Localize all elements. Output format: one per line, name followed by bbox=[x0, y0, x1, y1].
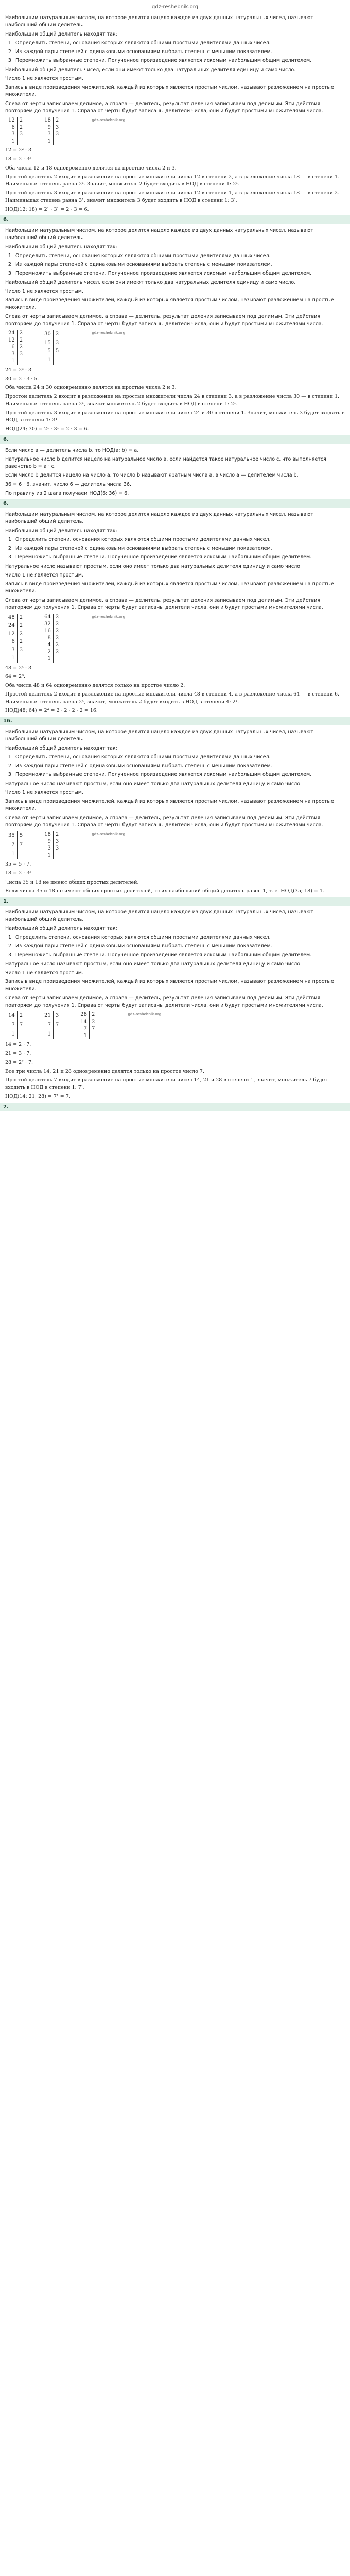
factorization-step bbox=[42, 117, 61, 124]
factorization-step bbox=[42, 655, 61, 663]
divisor-cell: 2 bbox=[19, 639, 23, 645]
result-line: Простой делитель 3 входит в разложение на простые множители числа 12 в степени 1, а в разложение числа 18 — в степени 2. Наименьшая степень равна 3¹, значит множитель 3 будет входить в НОД в степени 1: 3¹. bbox=[5, 190, 340, 204]
factorization-step bbox=[6, 351, 25, 358]
factorization-step bbox=[42, 614, 61, 621]
dividend-cell: 7 bbox=[6, 840, 17, 850]
dividend-cell: 7 bbox=[6, 1021, 17, 1030]
factorization-step bbox=[78, 1011, 97, 1019]
divisor-cell: 3 bbox=[19, 647, 23, 653]
divisor-cell: 2 bbox=[55, 621, 59, 627]
dividend-cell: 18 bbox=[42, 831, 53, 838]
divisor-cell: 2 bbox=[91, 1019, 95, 1025]
site-header: gdz-reshebnik.org bbox=[151, 4, 199, 10]
factorization-step bbox=[42, 1021, 61, 1030]
dividend-cell: 3 bbox=[6, 351, 17, 358]
factorization-table bbox=[6, 117, 25, 145]
divisor-cell bbox=[53, 1030, 61, 1039]
factorization-row bbox=[6, 330, 345, 365]
factorization-step bbox=[42, 621, 61, 628]
divisor-cell: 3 bbox=[55, 340, 59, 346]
dividend-cell: 1 bbox=[42, 138, 53, 145]
factorization-step bbox=[42, 635, 61, 642]
explanation-paragraph: Слева от черты записываем делимое, а справа — делитель, результат деления записываем под делимым. Эти действия повторяем до получения 1. Справа от черты будут записаны делители числа, они и будут простыми множителями числа. bbox=[5, 100, 323, 114]
factorization-table bbox=[6, 330, 25, 365]
explanation-paragraph: Число 1 не является простым. bbox=[5, 288, 83, 294]
result-line: Оба числа 48 и 64 одновременно делятся только на простое число 2. bbox=[5, 683, 185, 688]
answer-bar: 7. bbox=[0, 1103, 350, 1111]
answer-bar: 6. bbox=[0, 215, 350, 224]
dividend-cell: 1 bbox=[42, 356, 53, 365]
rule-item: 2. Из каждой пары степеней с одинаковыми основаниями выбрать степень с меньшим показателем. bbox=[14, 48, 345, 56]
explanation-paragraph: Запись в виде произведения множителей, каждый из которых является простым числом, называют разложением на простые множители. bbox=[5, 979, 334, 992]
solutions bbox=[5, 14, 345, 1111]
factorization-step bbox=[42, 138, 61, 145]
page bbox=[0, 0, 350, 1118]
intro-paragraph: Наибольшим натуральным числом, на которое делится нацело каждое из двух данных натуральных чисел, называют наибольший общий делитель. bbox=[5, 15, 313, 28]
explanation-paragraph: Натуральное число называют простым, если оно имеет только два натуральных делителя единицу и само число. bbox=[5, 563, 302, 569]
factorization-table bbox=[42, 117, 61, 145]
factorization-step bbox=[6, 1021, 25, 1030]
factorization-step bbox=[6, 831, 25, 840]
divisor-cell: 2 bbox=[19, 344, 23, 350]
dividend-cell: 1 bbox=[42, 655, 53, 663]
factorization-step bbox=[6, 630, 25, 638]
dividend-cell: 6 bbox=[6, 124, 17, 131]
factorization-step bbox=[42, 347, 61, 356]
divisor-cell: 2 bbox=[55, 117, 59, 123]
factorization-table bbox=[42, 1011, 61, 1039]
divisor-cell: 3 bbox=[19, 351, 23, 357]
intro-paragraph: 36 = 6 · 6, значит, число 6 — делитель числа 36. bbox=[5, 481, 131, 487]
solution-section bbox=[5, 728, 345, 906]
explanation-paragraph: Натуральное число называют простым, если оно имеет только два натуральных делителя единицу и само число. bbox=[5, 781, 302, 787]
divisor-cell bbox=[17, 850, 25, 859]
solution-section bbox=[5, 447, 345, 509]
rule-list bbox=[5, 536, 345, 562]
explanation-paragraph: Запись в виде произведения множителей, каждый из которых является простым числом, называют разложением на простые множители. bbox=[5, 297, 334, 311]
dividend-cell: 4 bbox=[42, 641, 53, 649]
dividend-cell: 9 bbox=[42, 124, 53, 131]
dividend-cell: 1 bbox=[6, 358, 17, 365]
factorization-step bbox=[42, 831, 61, 838]
rule-item: 3. Перемножить выбранные степени. Полученное произведение является искомым наибольшим общим делителем. bbox=[14, 952, 345, 959]
factorization-table bbox=[6, 614, 25, 663]
result-line: Простой делитель 7 входит в разложение на простые множители чисел 14, 21 и 28 в степени 1, значит, множитель 7 будет входить в НОД в степени 1: 7¹. bbox=[5, 1077, 328, 1091]
dividend-cell: 16 bbox=[42, 628, 53, 635]
explanation-paragraph: Натуральное число называют простым, если оно имеет только два натуральных делителя единицу и само число. bbox=[5, 961, 302, 967]
dividend-cell: 1 bbox=[6, 654, 17, 663]
divisor-cell: 7 bbox=[55, 1022, 59, 1028]
dividend-cell: 3 bbox=[6, 646, 17, 654]
rule-item: 3. Перемножить выбранные степени. Полученное произведение является искомым наибольшим общим делителем. bbox=[14, 57, 345, 64]
result-line: 48 = 2⁴ · 3. bbox=[5, 665, 33, 671]
explanation-paragraph: Слева от черты записываем делимое, а справа — делитель, результат деления записываем под делимым. Эти действия повторяем до получения 1. Справа от черты будут записаны делители числа, они и будут простыми множителями числа. bbox=[5, 313, 323, 327]
result-line: Оба числа 12 и 18 одновременно делятся на простые числа 2 и 3. bbox=[5, 165, 177, 171]
dividend-cell: 12 bbox=[6, 337, 17, 344]
intro-paragraph: Если число a — делитель числа b, то НОД(a; b) = a. bbox=[5, 447, 139, 453]
factorization-step bbox=[6, 654, 25, 663]
intro-paragraph: Наибольший общий делитель находят так: bbox=[5, 528, 117, 534]
divisor-cell: 7 bbox=[91, 1026, 95, 1031]
result-line: Простой делитель 2 входит в разложение на простые множители числа 48 в степени 4, а в разложение числа 64 — в степени 6. Наименьшая степень равна 2⁴, значит, множитель 2 будет входить в НОД в степени 4: 2⁴. bbox=[5, 691, 340, 705]
factorization-step bbox=[42, 852, 61, 859]
divisor-cell: 2 bbox=[55, 649, 59, 655]
result-line: НОД(24; 30) = 2¹ · 3¹ = 2 · 3 = 6. bbox=[5, 426, 89, 432]
dividend-cell: 21 bbox=[42, 1011, 53, 1021]
dividend-cell: 14 bbox=[6, 1011, 17, 1021]
factorization-step bbox=[6, 131, 25, 138]
rule-item: 3. Перемножить выбранные степени. Полученное произведение является искомым наибольшим общим делителем. bbox=[14, 554, 345, 561]
divisor-cell: 5 bbox=[19, 833, 23, 839]
intro-paragraph: Наибольшим натуральным числом, на которое делится нацело каждое из двух данных натуральных чисел, называют наибольший общий делитель. bbox=[5, 909, 313, 923]
solution-section bbox=[5, 511, 345, 725]
answer-bar: 16. bbox=[0, 717, 350, 725]
explanation-paragraph: Запись в виде произведения множителей, каждый из которых является простым числом, называют разложением на простые множители. bbox=[5, 581, 334, 595]
factorization-step bbox=[42, 641, 61, 649]
result-line: Простой делитель 2 входит в разложение на простые множители числа 24 в степени 3, а в разложение числа 30 — в степени 1. Наименьшая степень равна 2¹, значит множитель 2 будет входить в НОД в степени 1: 2¹. bbox=[5, 394, 340, 407]
result-line: 21 = 3 · 7. bbox=[5, 1050, 31, 1057]
watermark-text: gdz-reshebnik.org bbox=[92, 614, 126, 619]
rule-item: 1. Определить степени, основания которых являются общими простыми делителями данных чисел. bbox=[14, 536, 345, 544]
dividend-cell: 7 bbox=[78, 1025, 89, 1032]
divisor-cell bbox=[17, 654, 25, 663]
rule-item: 2. Из каждой пары степеней с одинаковыми основаниями выбрать степень с меньшим показателем. bbox=[14, 762, 345, 770]
rule-list bbox=[5, 754, 345, 779]
explanation-paragraph: Слева от черты записываем делимое, а справа — делитель, результат деления записываем под делимым. Эти действия повторяем до получения 1. Справа от черты будут записаны делители числа, они и будут простыми множителями числа. bbox=[5, 597, 323, 611]
factorization-step bbox=[42, 338, 61, 347]
result-line: Простой делитель 2 входит в разложение на простые множители числа 12 в степени 2, а в разложение числа 18 — в степени 1. Наименьшая степень равна 2¹. Значит, множитель 2 будет входить в НОД в степени 1: 2¹. bbox=[5, 174, 340, 187]
solution-section bbox=[5, 909, 345, 1111]
explanation-paragraph: Наибольший общий делитель чисел, если они имеют только два натуральных делителя единицу и само число. bbox=[5, 66, 296, 73]
factorization-step bbox=[6, 1011, 25, 1021]
divisor-cell: 2 bbox=[19, 1013, 23, 1019]
dividend-cell: 15 bbox=[42, 338, 53, 347]
solution-section bbox=[5, 14, 345, 224]
factorization-row bbox=[6, 117, 345, 145]
factorization-step bbox=[42, 628, 61, 635]
result-line: 24 = 2³ · 3. bbox=[5, 367, 33, 373]
answer-bar: 6. bbox=[0, 435, 350, 444]
divisor-cell: 2 bbox=[91, 1012, 95, 1018]
dividend-cell: 1 bbox=[6, 1030, 17, 1039]
dividend-cell: 1 bbox=[42, 852, 53, 859]
intro-paragraph: Наибольшим натуральным числом, на которое делится нацело каждое из двух данных натуральных чисел, называют наибольший общий делитель. bbox=[5, 228, 313, 241]
intro-paragraph: Наибольший общий делитель находят так: bbox=[5, 745, 117, 751]
dividend-cell: 1 bbox=[6, 850, 17, 859]
divisor-cell: 3 bbox=[55, 1013, 59, 1019]
rule-item: 1. Определить степени, основания которых являются общими простыми делителями данных чисел. bbox=[14, 252, 345, 260]
explanation-paragraph: Число 1 не является простым. bbox=[5, 789, 83, 795]
factorization-table bbox=[42, 831, 61, 859]
result-line: Простой делитель 3 входит в разложение на простые множители чисел 24 и 30 в степени 1. Значит, множитель 3 будет входить в НОД в степени 1: 3¹. bbox=[5, 410, 345, 423]
dividend-cell: 9 bbox=[42, 838, 53, 845]
rule-list bbox=[5, 40, 345, 65]
factorization-step bbox=[6, 358, 25, 365]
divisor-cell: 2 bbox=[19, 337, 23, 343]
dividend-cell: 28 bbox=[78, 1011, 89, 1019]
divisor-cell: 2 bbox=[55, 642, 59, 648]
dividend-cell: 5 bbox=[42, 347, 53, 356]
intro-paragraph: Наибольший общий делитель находят так: bbox=[5, 244, 117, 250]
factorization-row bbox=[6, 831, 345, 859]
divisor-cell: 2 bbox=[19, 631, 23, 637]
watermark-text: gdz-reshebnik.org bbox=[92, 330, 126, 335]
factorization-step bbox=[42, 131, 61, 138]
factorization-step bbox=[42, 330, 61, 338]
result-line: 14 = 2 · 7. bbox=[5, 1042, 31, 1047]
factorization-step bbox=[6, 646, 25, 654]
divisor-cell: 3 bbox=[55, 838, 59, 844]
divisor-cell: 2 bbox=[19, 330, 23, 336]
rule-list bbox=[5, 934, 345, 959]
divisor-cell bbox=[17, 358, 25, 365]
result-line: Все три числа 14, 21 и 28 одновременно делятся только на простое число 7. bbox=[5, 1068, 204, 1074]
factorization-step bbox=[6, 614, 25, 622]
divisor-cell: 3 bbox=[19, 131, 23, 137]
factorization-step bbox=[6, 138, 25, 145]
factorization-row bbox=[6, 1011, 345, 1039]
rule-list bbox=[5, 252, 345, 278]
factorization-table bbox=[6, 1011, 25, 1039]
factorization-step bbox=[6, 330, 25, 337]
factorization-step bbox=[42, 838, 61, 845]
factorization-table bbox=[6, 831, 25, 859]
dividend-cell: 12 bbox=[6, 630, 17, 638]
result-line: 28 = 2² · 7. bbox=[5, 1059, 33, 1065]
result-line: Если числа 35 и 18 не имеют общих простых делителей, то их наибольший общий делитель равен 1, т. е. НОД(35; 18) = 1. bbox=[5, 888, 324, 894]
factorization-step bbox=[6, 638, 25, 646]
result-line: 64 = 2⁶. bbox=[5, 673, 25, 680]
watermark-text: gdz-reshebnik.org bbox=[128, 1012, 162, 1016]
result-line: 18 = 2 · 3². bbox=[5, 156, 33, 162]
factorization-step bbox=[42, 649, 61, 656]
rule-item: 3. Перемножить выбранные степени. Полученное произведение является искомым наибольшим общим делителем. bbox=[14, 771, 345, 778]
divisor-cell bbox=[53, 852, 61, 859]
dividend-cell: 1 bbox=[78, 1032, 89, 1040]
intro-paragraph: Наибольшим натуральным числом, на которое делится нацело каждое из двух данных натуральных чисел, называют наибольший общий делитель. bbox=[5, 729, 313, 742]
factorization-step bbox=[6, 337, 25, 344]
result-line: 18 = 2 · 3². bbox=[5, 870, 33, 876]
dividend-cell: 32 bbox=[42, 621, 53, 628]
divisor-cell: 3 bbox=[55, 124, 59, 130]
factorization-table bbox=[42, 330, 61, 365]
dividend-cell: 30 bbox=[42, 330, 53, 338]
dividend-cell: 1 bbox=[6, 138, 17, 145]
dividend-cell: 64 bbox=[42, 614, 53, 621]
result-line: 35 = 5 · 7. bbox=[5, 861, 31, 867]
rule-item: 1. Определить степени, основания которых являются общими простыми делителями данных чисел. bbox=[14, 934, 345, 941]
factorization-step bbox=[6, 622, 25, 630]
explanation-paragraph: Число 1 не является простым. bbox=[5, 572, 83, 578]
dividend-cell: 3 bbox=[6, 131, 17, 138]
divisor-cell: 7 bbox=[19, 1022, 23, 1028]
factorization-step bbox=[78, 1019, 97, 1026]
intro-paragraph: Наибольший общий делитель находят так: bbox=[5, 31, 117, 37]
dividend-cell: 35 bbox=[6, 831, 17, 840]
factorization-step bbox=[42, 124, 61, 131]
divisor-cell: 2 bbox=[19, 615, 23, 621]
explanation-paragraph: Запись в виде произведения множителей, каждый из которых является простым числом, называют разложением на простые множители. bbox=[5, 799, 334, 812]
explanation-paragraph: Слева от черты записываем делимое, а справа — делитель, результат деления записываем под делимым. Эти действия повторяем до получения 1. Справа от черты будут записаны делители числа, они и будут простыми множителями числа. bbox=[5, 815, 323, 828]
divisor-cell: 2 bbox=[55, 635, 59, 641]
rule-item: 2. Из каждой пары степеней с одинаковыми основаниями выбрать степень с меньшим показателем. bbox=[14, 261, 345, 268]
divisor-cell: 3 bbox=[55, 845, 59, 851]
factorization-step bbox=[78, 1032, 97, 1040]
factorization-step bbox=[42, 356, 61, 365]
divisor-cell: 2 bbox=[19, 117, 23, 123]
answer-bar: 6. bbox=[0, 499, 350, 508]
factorization-step bbox=[6, 124, 25, 131]
rule-item: 1. Определить степени, основания которых являются общими простыми делителями данных чисел. bbox=[14, 754, 345, 761]
result-line: НОД(12; 18) = 2¹ · 3¹ = 2 · 3 = 6. bbox=[5, 206, 89, 212]
divisor-cell: 7 bbox=[19, 842, 23, 848]
result-line: НОД(48; 64) = 2⁴ = 2 · 2 · 2 · 2 = 16. bbox=[5, 707, 98, 714]
dividend-cell: 18 bbox=[42, 117, 53, 124]
divisor-cell: 5 bbox=[55, 348, 59, 354]
rule-item: 2. Из каждой пары степеней с одинаковыми основаниями выбрать степень с меньшим показателем. bbox=[14, 545, 345, 552]
divisor-cell bbox=[17, 1030, 25, 1039]
dividend-cell: 6 bbox=[6, 344, 17, 351]
explanation-paragraph: Запись в виде произведения множителей, каждый из которых является простым числом, называют разложением на простые множители. bbox=[5, 84, 334, 98]
dividend-cell: 7 bbox=[42, 1021, 53, 1030]
explanation-paragraph: Число 1 не является простым. bbox=[5, 970, 83, 976]
explanation-paragraph: Слева от черты записываем делимое, а справа — делитель, результат деления записываем под делимым. Эти действия повторяем до получения 1. Справа от черты будут записаны делители числа, они и будут простыми множителями числа. bbox=[5, 995, 323, 1008]
dividend-cell: 24 bbox=[6, 622, 17, 630]
dividend-cell: 48 bbox=[6, 614, 17, 622]
dividend-cell: 14 bbox=[78, 1019, 89, 1026]
divisor-cell bbox=[53, 138, 61, 145]
result-line: Оба числа 24 и 30 одновременно делятся на простые числа 2 и 3. bbox=[5, 385, 177, 391]
divisor-cell bbox=[53, 356, 61, 365]
divisor-cell: 3 bbox=[55, 131, 59, 137]
factorization-step bbox=[42, 845, 61, 852]
dividend-cell: 6 bbox=[6, 638, 17, 646]
intro-paragraph: Натуральное число b делится нацело на натуральное число a, если найдется такое натуральное число c, что выполняется равенство b = a · c. bbox=[5, 456, 326, 469]
factorization-table bbox=[78, 1011, 97, 1039]
divisor-cell bbox=[17, 138, 25, 145]
factorization-step bbox=[42, 1011, 61, 1021]
intro-paragraph: Если число b делится нацело на число a, то число b называют кратным числа a, а число a — делителем числа b. bbox=[5, 472, 299, 479]
divisor-cell: 2 bbox=[19, 622, 23, 629]
divisor-cell: 2 bbox=[19, 124, 23, 130]
factorization-step bbox=[6, 344, 25, 351]
factorization-step bbox=[6, 1030, 25, 1039]
dividend-cell: 3 bbox=[42, 131, 53, 138]
dividend-cell: 1 bbox=[42, 1030, 53, 1039]
solution-section bbox=[5, 227, 345, 444]
rule-item: 1. Определить степени, основания которых являются общими простыми делителями данных чисел. bbox=[14, 40, 345, 47]
watermark-text: gdz-reshebnik.org bbox=[92, 117, 126, 122]
divisor-cell: 2 bbox=[55, 832, 59, 837]
dividend-cell: 2 bbox=[42, 649, 53, 656]
result-line: Числа 35 и 18 не имеют общих простых делителей. bbox=[5, 879, 139, 885]
explanation-paragraph: Число 1 не является простым. bbox=[5, 75, 83, 81]
dividend-cell: 24 bbox=[6, 330, 17, 337]
result-line: НОД(14; 21; 28) = 7¹ = 7. bbox=[5, 1093, 71, 1099]
intro-paragraph: Наибольшим натуральным числом, на которое делится нацело каждое из двух данных натуральных чисел, называют наибольший общий делитель. bbox=[5, 512, 313, 525]
dividend-cell: 3 bbox=[42, 845, 53, 852]
divisor-cell: 2 bbox=[55, 331, 59, 337]
factorization-step bbox=[78, 1025, 97, 1032]
answer-bar: 1. bbox=[0, 897, 350, 906]
factorization-step bbox=[6, 840, 25, 850]
divisor-cell: 2 bbox=[55, 628, 59, 634]
factorization-row bbox=[6, 614, 345, 663]
result-line: 12 = 2² · 3. bbox=[5, 147, 33, 153]
factorization-step bbox=[6, 117, 25, 124]
factorization-step bbox=[42, 1030, 61, 1039]
explanation-paragraph: Наибольший общий делитель чисел, если они имеют только два натуральных делителя единицу и само число. bbox=[5, 279, 296, 285]
intro-paragraph: Наибольший общий делитель находят так: bbox=[5, 925, 117, 931]
divisor-cell bbox=[53, 655, 61, 663]
watermark-text: gdz-reshebnik.org bbox=[92, 832, 126, 836]
intro-paragraph: По правилу из 2 шага получаем НОД(6; 36) = 6. bbox=[5, 490, 129, 496]
rule-item: 2. Из каждой пары степеней с одинаковыми основаниями выбрать степень с меньшим показателем. bbox=[14, 943, 345, 950]
dividend-cell: 8 bbox=[42, 635, 53, 642]
factorization-step bbox=[6, 850, 25, 859]
divisor-cell bbox=[89, 1032, 97, 1040]
divisor-cell: 2 bbox=[55, 614, 59, 620]
result-line: 30 = 2 · 3 · 5. bbox=[5, 376, 39, 382]
factorization-table bbox=[42, 614, 61, 663]
dividend-cell: 12 bbox=[6, 117, 17, 124]
rule-item: 3. Перемножить выбранные степени. Полученное произведение является искомым наибольшим общим делителем. bbox=[14, 270, 345, 277]
